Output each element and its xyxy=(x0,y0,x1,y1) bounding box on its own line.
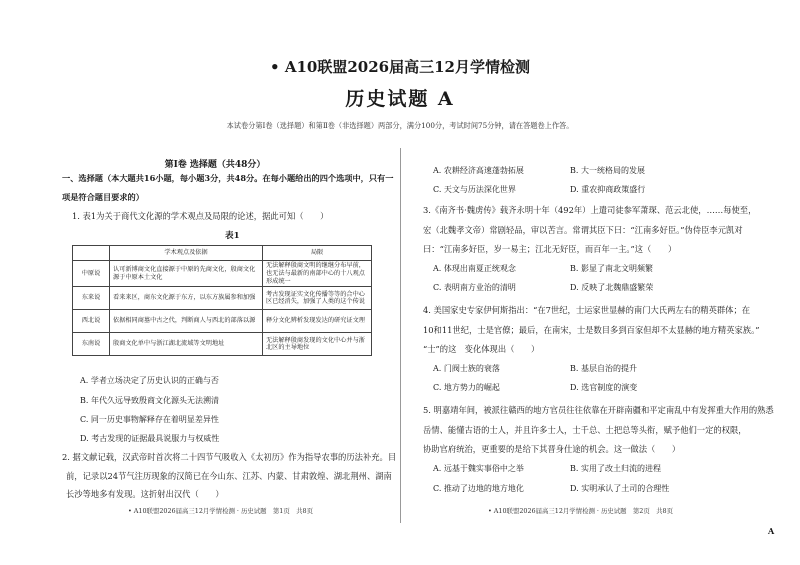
q1-option-d: D. 考古发现的证据最具说服力与权威性 xyxy=(80,434,220,443)
q2-option-d: D. 重农抑商政策盛行 xyxy=(570,185,646,194)
table-cell: 无法解释殷商文明的继继分布早前，也无法与最新的南部中心的十八观点形成统一 xyxy=(263,261,372,287)
q4-stem-line-3: “士”的这 变化体现出（ ） xyxy=(423,344,540,354)
q4-option-c: C. 地方势力的崛起 xyxy=(433,383,500,392)
table-row xyxy=(73,333,372,356)
q4-option-a: A. 门阀士族的衰落 xyxy=(433,364,500,373)
table-cell: 西北说 xyxy=(73,310,110,333)
table-cell: 东来说 xyxy=(73,287,110,310)
q2-option-c: C. 天文与历法深化世界 xyxy=(433,185,516,194)
q1-option-b: B. 年代久远导致殷商文化源头无法溯清 xyxy=(80,396,219,405)
q4-stem-line-1: 4. 美国家史专家伊何斯指出：“在7世纪，士运家世显赫的南门大氏两左右的精英群体；在 xyxy=(423,305,751,315)
table-cell: 殷商文化单中与浙江湖北流域等文明地址 xyxy=(110,333,263,356)
table-caption: 表1 xyxy=(225,231,240,241)
q5-stem-line-1: 5. 明嘉靖年间，被派往赣西的地方官员往往依靠在开辟南疆和平定南乱中有发挥重大作用的熟悉 xyxy=(423,405,774,415)
q4-option-d: D. 选官制度的演变 xyxy=(570,383,638,392)
subject-title: 历史试题 A xyxy=(345,88,455,110)
table-cell: 东南说 xyxy=(73,333,110,356)
table-row xyxy=(73,261,372,287)
q4-option-b: B. 基层自治的提升 xyxy=(570,364,637,373)
q2-stem-line-2: 前，记录以24节气注历现象的汉简已在今山东、江苏、内蒙、甘肃敦煌、湖北荆州、湖南 xyxy=(66,471,392,481)
table-header-cell xyxy=(73,246,110,261)
section-title: 第Ⅰ卷 选择题（共48分） xyxy=(164,160,266,170)
paper-version-mark: A xyxy=(768,526,775,536)
q3-option-a: A. 体现出南夏正统观念 xyxy=(433,264,516,273)
q1-option-a: A. 学者立场决定了历史认识的正确与否 xyxy=(80,376,219,385)
exam-title: • A10联盟2026届高三12月学情检测 xyxy=(270,58,530,76)
q3-option-b: B. 影显了南北文明频繁 xyxy=(570,264,653,273)
table-cell: 看来来区，商东文化源于东方，以东方族属参和加强 xyxy=(110,287,263,310)
exam-instructions: 本试卷分第Ⅰ卷（选择题）和第Ⅱ卷（非选择题）两部分，满分100分，考试时间75分钟，请在答题卷上作答。 xyxy=(226,121,574,130)
q3-stem-line-2: 宏（北魏孝文帝）常剧轻品，审以苦言。常谓其臣下曰：“江南多好臣。”伪侍臣李元凯对 xyxy=(423,225,743,235)
q5-stem-line-3: 协助官府统治，更重要的是给下其晋身仕途的机会。这一做法（ ） xyxy=(423,444,681,454)
q3-stem-line-1: 3.《南齐书·魏虏传》载齐永明十年（492年）上遣司徒参军萧琛、范云北使，……每使至， xyxy=(423,205,757,215)
table-row xyxy=(73,310,372,333)
table-row xyxy=(73,287,372,310)
q3-stem-line-3: 曰：“江南多好臣，岁一易主；江北无好臣，而百年一主。”这（ ） xyxy=(423,244,677,254)
q2-stem-line-3: 长沙等地多有发现。这折射出汉代（ ） xyxy=(66,489,224,499)
q5-option-b: B. 实用了改土归流的进程 xyxy=(570,464,661,473)
q2-option-a: A. 农耕经济高速蓬勃拓展 xyxy=(433,166,524,175)
table-cell: 释分文化辨析发现发达的研究证文理 xyxy=(263,310,372,333)
q5-stem-line-2: 岳情、能懂古语的士人，并且许多士人，士千总、土把总等头衔，赋予他们一定的权限， xyxy=(423,425,747,435)
table-header-row xyxy=(73,246,372,261)
section-intro-line-2: 项是符合题目要求的） xyxy=(62,192,144,202)
q4-stem-line-2: 10和11世纪，士是官僚；最后，在南宋，士是数目多到百家但却不太显赫的地方精英家族。” xyxy=(423,325,760,335)
q1-stem: 1. 表1为关于商代文化源的学术观点及局限的论述，据此可知（ ） xyxy=(72,211,329,221)
table-header-cell: 局限 xyxy=(263,246,372,261)
footer-left: • A10联盟2026届高三12月学情检测 · 历史试题 第1页 共8页 xyxy=(128,507,313,515)
q3-option-c: C. 表明南方业治的清明 xyxy=(433,283,516,292)
table-header-cell: 学术观点及依据 xyxy=(110,246,263,261)
q5-option-c: C. 推动了边地的地方地化 xyxy=(433,484,524,493)
table-cell: 考古发现证实文化传播等等的合中心区已经消失，加强了人类的这个传说 xyxy=(263,287,372,310)
section-intro-line-1: 一、选择题（本大题共16小题，每小题3分，共48分。在每小题给出的四个选项中，只有一 xyxy=(62,173,394,183)
q5-option-a: A. 远基于魏实事俗中之举 xyxy=(433,464,524,473)
table-cell: 依据相同商墓中古之代，判断商人与西北的部落以源 xyxy=(110,310,263,333)
table-cell: 无法解释殷商发现的文化中心并与浙北区的主导地位 xyxy=(263,333,372,356)
q2-stem-line-1: 2. 据文献记载，汉武帝时首次将二十四节气吸收入《太初历》作为指导农事的历法补充。目 xyxy=(62,452,397,462)
table-cell: 中原说 xyxy=(73,261,110,287)
q2-option-b: B. 大一统格局的发展 xyxy=(570,166,645,175)
footer-right: • A10联盟2026届高三12月学情检测 · 历史试题 第2页 共8页 xyxy=(488,507,673,515)
viewpoints-table xyxy=(72,245,372,356)
q1-option-c: C. 同一历史事物解释存在着明显差异性 xyxy=(80,415,219,424)
q5-option-d: D. 实明承认了土司的合理性 xyxy=(570,484,670,493)
table-cell: 认可新博商文化直接源于中原的先商文化，殷商文化源于中原本土文化 xyxy=(110,261,263,287)
q3-option-d: D. 反映了北魏鼎盛繁荣 xyxy=(570,283,654,292)
column-divider xyxy=(400,148,401,523)
